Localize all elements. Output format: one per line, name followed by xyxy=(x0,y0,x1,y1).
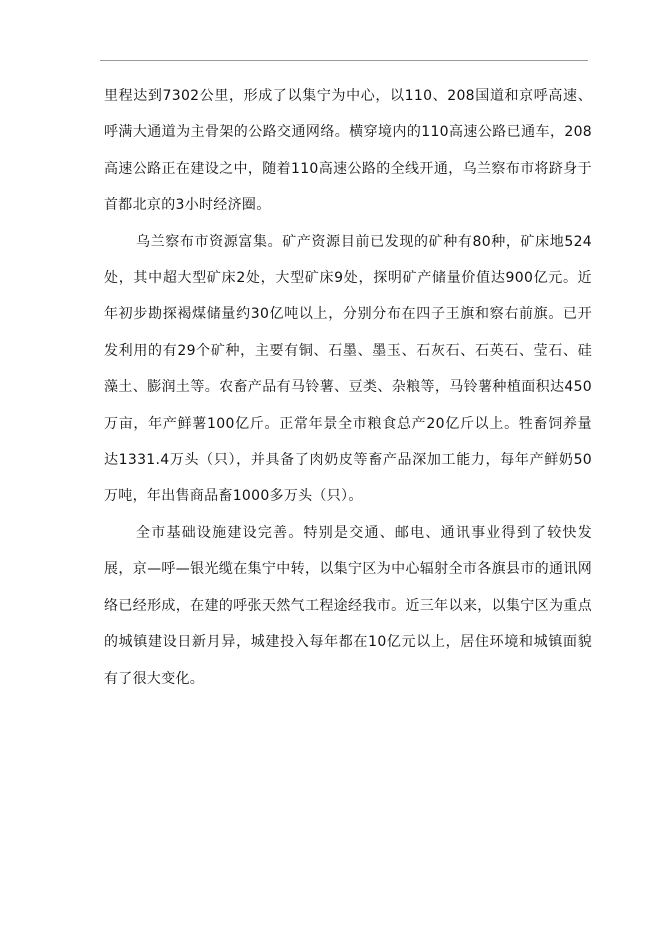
paragraph-infrastructure: 全市基础设施建设完善。特别是交通、邮电、通讯事业得到了较快发展，京—呼—银光缆在集宁中转，以集宁区为中心辐射全市各旗县市的通讯网络已经形成，在建的呼张天然气工程途经我市。近三年以来，以集宁区为重点的城镇建设日新月异，城建投入每年都在10亿元以上，居住环境和城镇面貌有了很大变化。 xyxy=(104,524,592,687)
paragraph-resources: 乌兰察布市资源富集。矿产资源目前已发现的矿种有80种，矿床地524处，其中超大型矿床2处，大型矿床9处，探明矿产储量价值达900亿元。近年初步勘探褐煤储量约30亿吨以上，分别分布在四子王旗和察右前旗。已开发利用的有29个矿种，主要有铜、石墨、墨玉、石灰石、石英石、莹石、硅藻土、膨润土等。农畜产品有马铃薯、豆类、杂粮等，马铃薯种植面积达450万亩，年产鲜薯100亿斤。正常年景全市粮食总产20亿斤以上。牲畜饲养量达1331.4万头（只），并具备了肉奶皮等畜产品深加工能力，每年产鲜奶50万吨，年出售商品畜1000多万头（只）。 xyxy=(104,233,592,505)
body-text xyxy=(104,78,592,697)
paragraph-transport: 里程达到7302公里，形成了以集宁为中心，以110、208国道和京呼高速、呼满大通道为主骨架的公路交通网络。横穿境内的110高速公路已通车，208高速公路正在建设之中，随着110高速公路的全线开通，乌兰察布市将跻身于首都北京的3小时经济圈。 xyxy=(104,88,592,214)
header-rule xyxy=(100,60,588,61)
